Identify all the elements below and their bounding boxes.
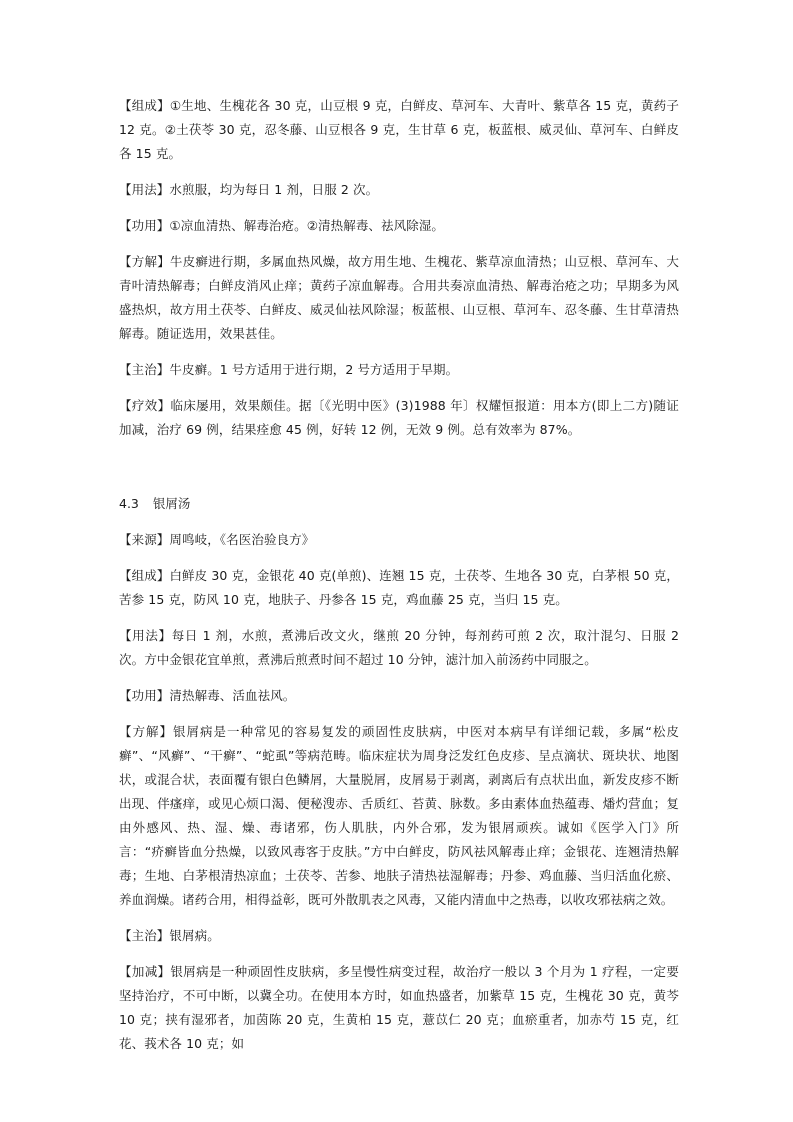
paragraph-text: ①凉血清热、解毒治疮。②清热解毒、祛风除湿。 (169, 218, 445, 233)
paragraph-text: 白鲜皮 30 克，金银花 40 克(单煎)、连翘 15 克，土茯苓、生地各 30 克，白茅根 50 克，苦参 15 克，防风 10 克，地肤子、丹参各 15 克，鸡血藤 25 克，当归 15 克。 (119, 568, 679, 607)
paragraph-function-1 (119, 214, 679, 238)
paragraph-composition-1 (119, 94, 679, 166)
paragraph-label: 【组成】 (119, 98, 170, 113)
paragraph-text: 每日 1 剂，水煎，煮沸后改文火，继煎 20 分钟，每剂药可煎 2 次，取汁混匀、日服 2 次。方中金银花宜单煎，煮沸后煎煮时间不超过 10 分钟，滤汁加入前汤药中同服之。 (119, 628, 679, 667)
paragraph-text: 银屑病。 (169, 928, 220, 943)
paragraph-usage-1 (119, 178, 679, 202)
paragraph-label: 【功用】 (119, 218, 170, 233)
paragraph-label: 【主治】 (119, 362, 170, 377)
paragraph-indication-1 (119, 358, 679, 382)
paragraph-label: 【加减】 (119, 964, 171, 979)
paragraph-text: 银屑病是一种常见的容易复发的顽固性皮肤病，中医对本病早有详细记载，多属“松皮癣”、“风癣”、“干癣”、“蛇虱”等病范畴。临床症状为周身泛发红色皮疹、呈点滴状、斑块状、地图状，或混合状，表面覆有银白色鳞屑，大量脱屑，皮屑易于剥离，剥离后有点状出血，新发皮疹不断出现、伴瘙痒，或见心烦口渴、便秘溲赤、舌质红、苔黄、脉数。多由素体血热蕴毒、燔灼营血；复由外感风、热、湿、燥、毒诸邪，伤人肌肤，内外合邪，发为银屑顽疾。诚如《医学入门》所言：“疥癣皆血分热燥，以致风毒客于皮肤。”方中白鲜皮，防风祛风解毒止痒；金银花、连翘清热解毒；生地、白茅根清热凉血；土茯苓、苦参、地肤子清热祛湿解毒；丹参、鸡血藤、当归活血化瘀、养血润燥。诸药合用，相得益彰，既可外散肌表之风毒，又能内清血中之热毒，以收攻邪祛病之效。 (119, 724, 679, 907)
section-heading (119, 492, 679, 516)
paragraph-text: 清热解毒、活血祛风。 (169, 688, 296, 703)
paragraph-analysis-2 (119, 720, 679, 912)
paragraph-label: 【用法】 (119, 628, 172, 643)
paragraph-label: 【用法】 (119, 182, 170, 197)
paragraph-usage-2 (119, 624, 679, 672)
paragraph-label: 【组成】 (119, 568, 170, 583)
section-number: 4.3 (119, 496, 139, 511)
paragraph-label: 【方解】 (119, 254, 170, 269)
paragraph-text: 银屑病是一种顽固性皮肤病，多呈慢性病变过程，故治疗一般以 3 个月为 1 疗程，一定要坚持治疗，不可中断，以冀全功。在使用本方时，如血热盛者，加紫草 15 克，生槐花 30 克，黄芩 10 克；挟有湿邪者，加茵陈 20 克，生黄柏 15 克，薏苡仁 20 克；血瘀重者，加赤芍 15 克，红花、莪术各 10 克；如 (119, 964, 679, 1051)
paragraph-text: 临床屡用，效果颇佳。据〔《光明中医》(3)1988 年〕权耀恒报道：用本方(即上二方)随证加减，治疗 69 例，结果痊愈 45 例，好转 12 例，无效 9 例。总有效率为 87%。 (119, 398, 679, 437)
paragraph-indication-2 (119, 924, 679, 948)
paragraph-text: 牛皮癣。1 号方适用于进行期，2 号方适用于早期。 (169, 362, 459, 377)
paragraph-analysis-1 (119, 250, 679, 346)
paragraph-function-2 (119, 684, 679, 708)
section-title: 银屑汤 (152, 496, 191, 511)
paragraph-label: 【主治】 (119, 928, 170, 943)
paragraph-label: 【功用】 (119, 688, 170, 703)
paragraph-text: ①生地、生槐花各 30 克，山豆根 9 克，白鲜皮、草河车、大青叶、紫草各 15 克，黄药子 12 克。②土茯苓 30 克，忍冬藤、山豆根各 9 克，生甘草 6 克，板蓝根、威灵仙、草河车、白鲜皮各 15 克。 (119, 98, 679, 161)
document-page (119, 94, 679, 1068)
section-spacer (119, 454, 679, 492)
paragraph-composition-2 (119, 564, 679, 612)
paragraph-efficacy-1 (119, 394, 679, 442)
paragraph-source-2 (119, 528, 679, 552)
paragraph-label: 【来源】 (119, 532, 170, 547)
paragraph-modification-2 (119, 960, 679, 1056)
paragraph-text: 周鸣岐，《名医治验良方》 (169, 532, 315, 547)
paragraph-label: 【疗效】 (119, 398, 171, 413)
paragraph-text: 牛皮癣进行期，多属血热风燥，故方用生地、生槐花、紫草凉血清热；山豆根、草河车、大青叶清热解毒；白鲜皮消风止痒；黄药子凉血解毒。合用共奏凉血清热、解毒治疮之功；早期多为风盛热炽，故方用土茯苓、白鲜皮、威灵仙祛风除湿；板蓝根、山豆根、草河车、忍冬藤、生甘草清热解毒。随证选用，效果甚佳。 (119, 254, 679, 341)
paragraph-label: 【方解】 (119, 724, 173, 739)
paragraph-text: 水煎服，均为每日 1 剂，日服 2 次。 (169, 182, 379, 197)
